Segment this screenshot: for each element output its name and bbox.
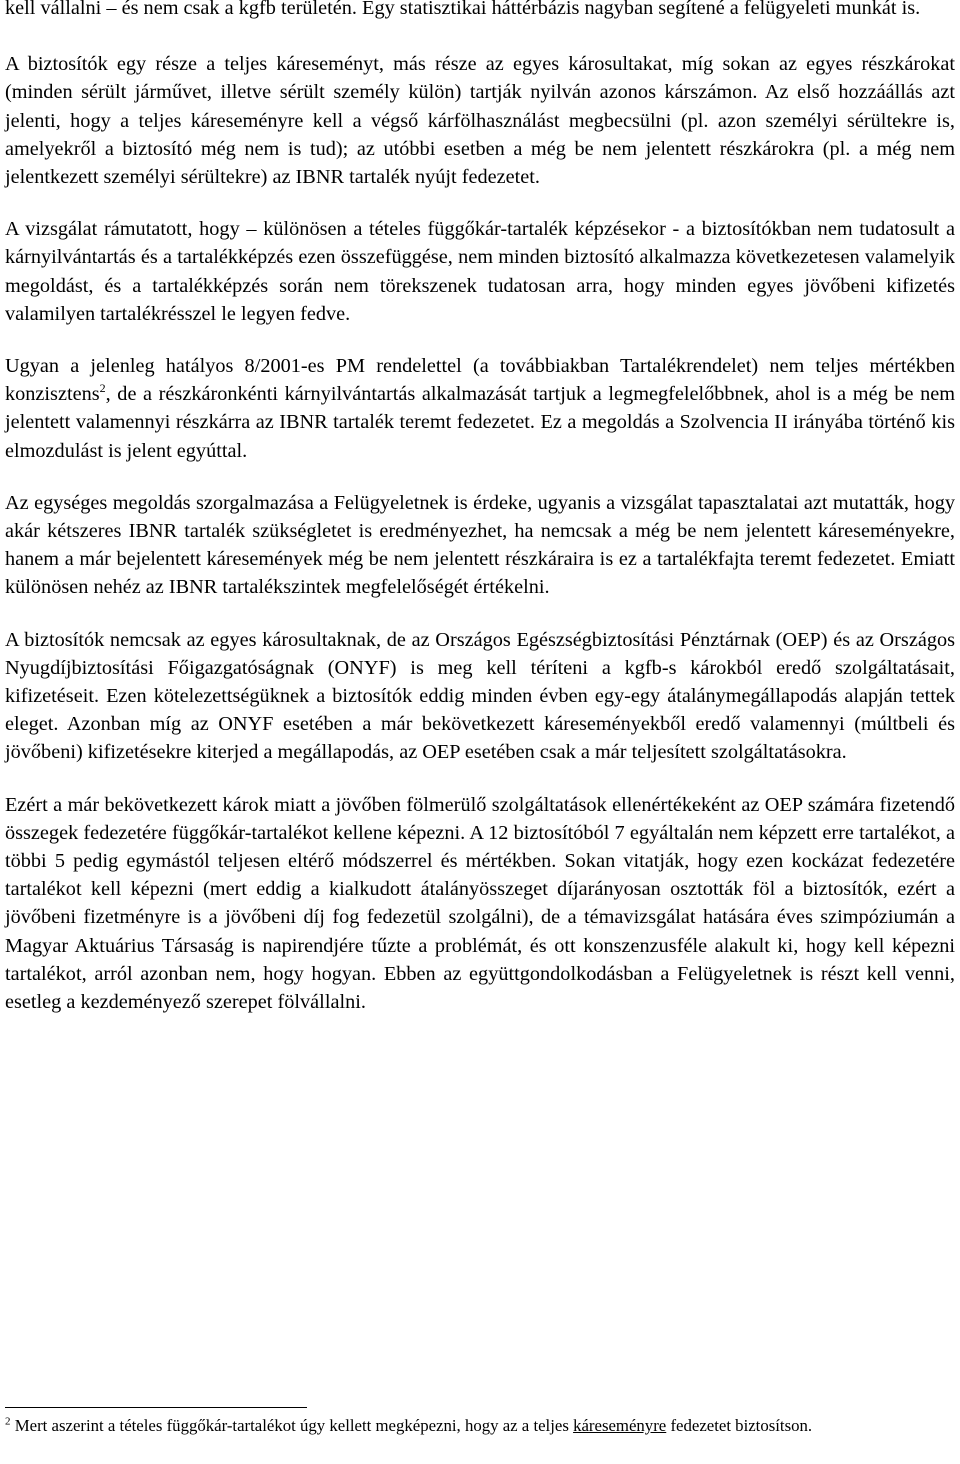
paragraph-investigation-findings: A vizsgálat rámutatott, hogy – különösen a tételes függőkár-tartalék képzésekor - a biztosítókban nem tudatosult a kárnyilvántartás és a tartalékképzés ezen összefüggése, nem minden biztosító alkalmazza következetesen valamelyik megoldást, és a tartalékképzés során nem törekszenek tudatosan arra, hogy minden egyes jövőbeni kifizetés valamilyen tartalékrésszel le legyen fedve.	[5, 218, 955, 325]
paragraph-claims-registration: A biztosítók egy része a teljes káreseményt, más része az egyes károsultakat, míg sokan az egyes részkárokat (minden sérült járművet, illetve sérült személy külön) tartják nyilván azonos kárszámon. Az első hozzáállás azt jelenti, hogy a teljes káreseményre kell a végső kárfölhasználást megbecsülni (pl. azon személyi sérültekre is, amelyekről a biztosító még nem is tud); az utóbbi esetben a még be nem jelentett részkárokra (pl. a még nem jelentkezett személyi sérültekre) az IBNR tartalék nyújt fedezetet.	[5, 53, 955, 189]
paragraph-uniform-solution: Az egységes megoldás szorgalmazása a Felügyeletnek is érdeke, ugyanis a vizsgálat tapasztalatai azt mutatták, hogy akár kétszeres IBNR tartalék szükségletet is eredményezhet, ha nemcsak a még be nem jelentett káreseményekre, hanem a már bejelentett káresemények még be nem jelentett részkáraira is ez a tartalékfajta teremt fedezetet. Emiatt különösen nehéz az IBNR tartalékszintek megfelelőségét értékelni.	[5, 491, 955, 599]
paragraph-spacer	[5, 22, 955, 50]
paragraph-spacer	[5, 191, 955, 215]
paragraph-spacer	[5, 328, 955, 352]
paragraph-regulation-text-before: Ugyan a jelenleg hatályos 8/2001-es PM rendelettel (a továbbiakban Tartalékrendelet) nem teljes mértékben konzisztens	[5, 355, 955, 406]
footnote-text-after: fedezetet biztosítson.	[666, 1416, 813, 1435]
document-page	[5, 0, 955, 1016]
paragraph-spacer	[5, 602, 955, 626]
paragraph-spacer	[5, 465, 955, 489]
paragraph-reserve-debate: Ezért a már bekövetkezett károk miatt a jövőben fölmerülő szolgáltatások ellenértékeként az OEP számára fizetendő összegek fedezetére függőkár-tartalékot kellene képezni. A 12 biztosítóból 7 egyáltalán nem képzett erre tartalékot, a többi 5 pedig egymástól teljesen eltérő módszerrel és mértékben. Sokan vitatják, hogy ezen kockázat fedezetére tartalékot kell képezni (mert eddig a kialkudott átalányösszeget díjarányosan osztották föl a biztosítók, ezért a jövőbeni fizetményre is a jövőbeni díj fog fedezetül szolgálni), de a témavizsgálat hatására éves szimpóziumán a Magyar Aktuárius Társaság is napirendjére tűzte a problémát, és ott konszenzusféle alakult ki, hogy kell képezni tartalékot, arról azonban nem, hogy hogyan. Ebben az együttgondolkodásban a Felügyeletnek is részt kell venni, esetleg a kezdeményező szerepet fölvállalni.	[5, 793, 955, 1014]
paragraph-regulation-text-after: , de a részkáronkénti kárnyilvántartás alkalmazását tartjuk a legmegfelelőbbnek, ahol is a még be nem jelentett valamennyi részkárra az IBNR tartalék teremt fedezetet. Ez a megoldás a Szolvencia II irányába történő kis elmozdulást is jelent egyúttal.	[5, 383, 955, 462]
paragraph-continuation: kell vállalni – és nem csak a kgfb területén. Egy statisztikai háttérbázis nagyban segítené a felügyeleti munkát is.	[5, 0, 921, 19]
footnote-number: 2	[5, 1415, 11, 1428]
footnote	[5, 1415, 955, 1437]
footnote-text-before: Mert aszerint a tételes függőkár-tartalékot úgy kellett megképezni, hogy az a teljes	[14, 1416, 574, 1435]
footnote-reference[interactable]: 2	[99, 381, 106, 396]
footnote-separator	[5, 1407, 307, 1408]
footnote-underlined-term: káreseményre	[573, 1416, 667, 1435]
paragraph-regulation	[5, 352, 955, 465]
paragraph-spacer	[5, 767, 955, 791]
paragraph-oep-onyf: A biztosítók nemcsak az egyes károsultaknak, de az Országos Egészségbiztosítási Pénztárnak (OEP) és az Országos Nyugdíjbiztosítási Főigazgatóságnak (ONYF) is meg kell téríteni a kgfb-s károkból eredő szolgáltatásait, kifizetéseit. Ezen kötelezettségüknek a biztosítók eddig minden évben egy-egy átalánymegállapodás alapján tettek eleget. Azonban míg az ONYF esetében a már bekövetkezett káreseményekből eredő valamennyi (múltbeli és jövőbeni) kifizetésekre kiterjed a megállapodás, az OEP esetében csak a már teljesített szolgáltatásokra.	[5, 628, 955, 764]
